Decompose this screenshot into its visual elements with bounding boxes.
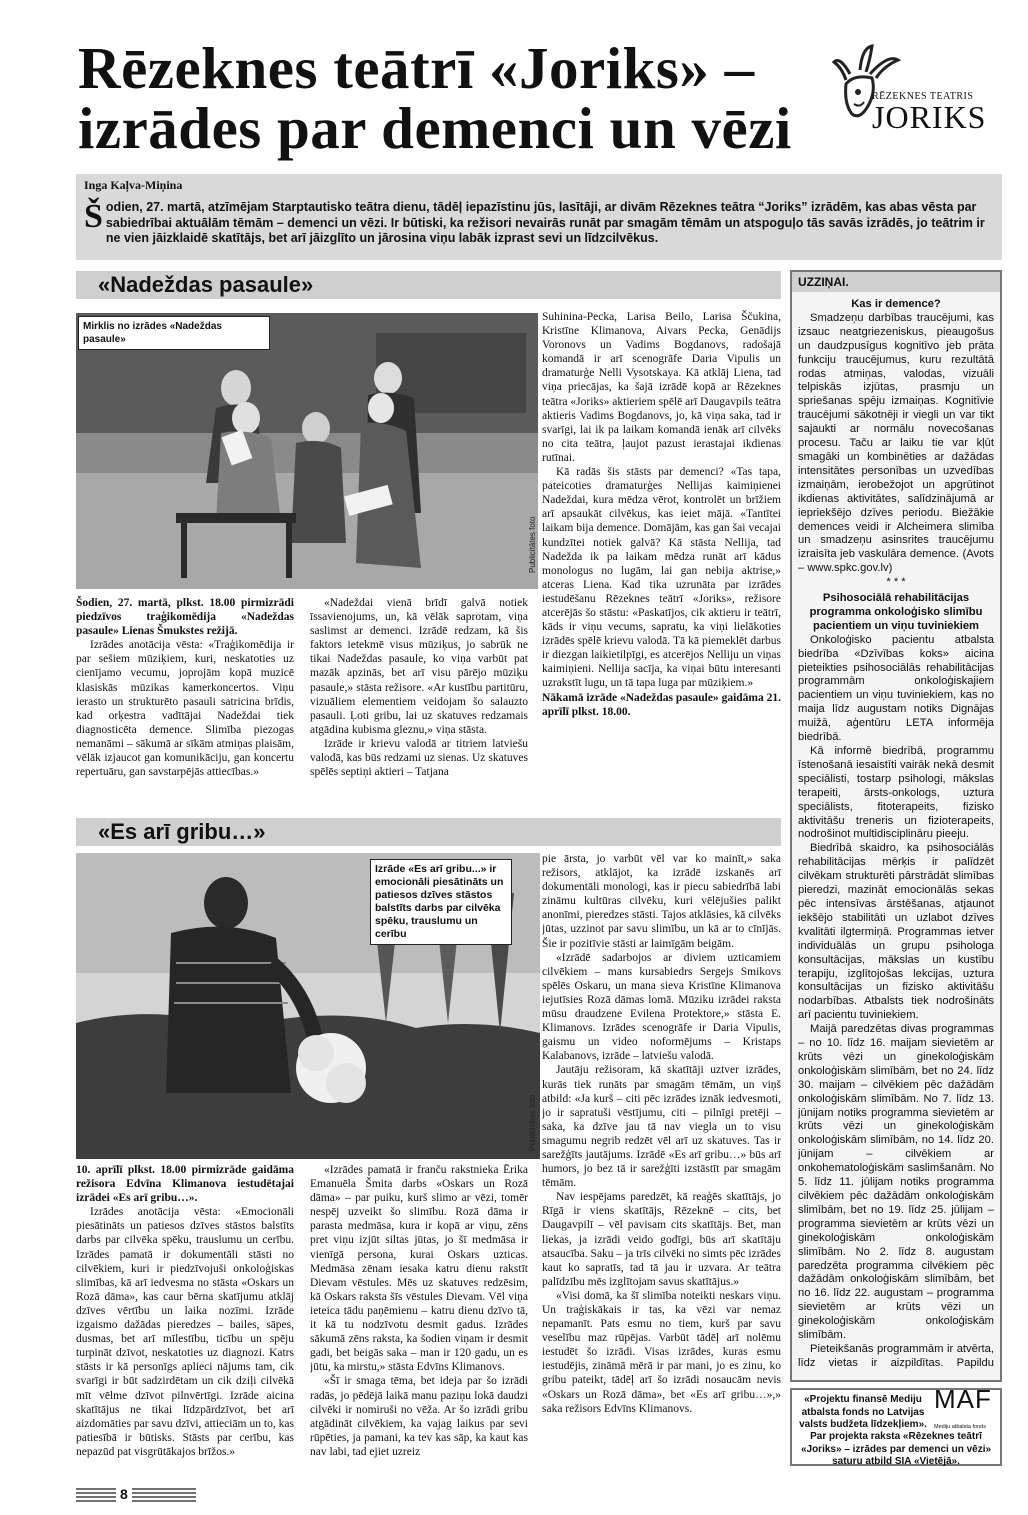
funding-line-1: «Projektu finansē Mediju atbalsta fonds no Latvijas valsts budžeta līdzekļiem». bbox=[799, 1394, 927, 1430]
author-byline: Inga Kaļva-Miņina bbox=[84, 178, 183, 192]
body-paragraph: Izrāde ir krievu valodā ar titriem latviešu valodā, kas būs redzami uz sienas. Uz skatuves spēlēs septiņi aktieri – Tatjana bbox=[310, 737, 528, 779]
body-paragraph: Jautāju režisoram, kā skatītāji uztver izrādes, kurās tiek runāts par smagām tēmām, un viņš atbild: «Ja kurš – citi pēc izrādes iznāk iedvesmoti, jo ir sapratuši vēstījumu, citi – pilnīgi pretēji – saka, ka dzīve jau tā nav viegla un to visu smagumu negrib redzēt vēl arī uz skatuves. Tas ir sarežģīts jautājums. Izrādē «Es arī gribu…» būs arī humors, jo bez tā ir sarežģīti izstāstīt par smagām tēmām. bbox=[542, 1064, 781, 1190]
sidebar-paragraph: Kā informē biedrībā, programmu īstenošanā iesaistīti vairāk nekā desmit speciālisti, tostarp psihologi, mākslas terapeiti, ārsts-onkologs, uztura speciālists, fitoterapeits, fizisko aktivitāšu treneris un fizioterapeits, nodrošinot multidisciplināru pieeju. bbox=[798, 745, 994, 841]
sidebar-separator: * * * bbox=[886, 576, 906, 589]
page-rule-lines bbox=[76, 1486, 196, 1502]
body-paragraph: «Izrādē sadarbojos ar diviem uzticamiem cilvēkiem – mans kursabiedrs Sergejs Smikovs spēlēs Oskaru, un mana sieva Kristīne Klimanova iejutīsies Rozā dāmas lomā. Mūziku izrādei raksta mūsu draudzene Evilena Protektore,» stāsta E. Klimanovs. Izrādes scenogrāfe ir Daria Vipulis, gaismu un video noformējums – Kristaps Kalabanovs, izrāde – latviešu valodā. bbox=[542, 951, 781, 1063]
body-paragraph: Kā radās šis stāsts par demenci? «Tas tapa, pateicoties dramaturģes Nellijas kaimiņienei Nadeždai, kura mēdza vērot, kontrolēt un brīžiem arī apsaukāt cilvēkus, kas ieiet mājā. «Tantītei laikam bija demence. Domājām, kas gan šai vecajai kundzītei notiek galvā? Kā stāsta Nellija, tad Nadežda ik pa laikam mēdza runāt arī kādus monologus no lugām, lai gan nebija aktrise,» atceras Liena. Kad tika uzrunāta par izrādes iestudēšanu Rēzeknes teātrī «Joriks», režisore atcerējās šo stāstu: «Paskatījos, cik aktieru ir teātrī, kāds ir viņu vecums, sapratu, ka viņi lielākoties izrādēs spēlē krievu valodā. Tā kā piemeklēt darbus ir diezgan laikietilpīgi, es atcerējos Nelliju un viņas kaimiņieni. Nellija sacīja, ka viņai būtu interesanti uzrakstīt lugu, un tā tapa luga par mūziķiem.» bbox=[542, 466, 781, 690]
body-paragraph: «Nadeždai vienā brīdī galvā notiek īssavienojums, un, kā vēlāk saprotam, viņa saslimst ar demenci. Izrādē redzam, kā šis faktors ietekmē visus mūziķus, jo sabrūk ne tikai Nadeždas pasaule, ko viņa varbūt pat mazāk apzinās, bet arī visu pārējo mūziķu pasaule,» stāsta režisore. «Ar kustību partitūru, vizuāliem elementiem veidojam šo salauzto pasauli. Ļoti gribu, lai uz skatuves redzamais atgādina kubisma gleznu,» viņa stāsta. bbox=[310, 597, 528, 736]
headline bbox=[78, 35, 838, 161]
photo-caption-es-ari-gribu: Izrāde «Es arī gribu...» ir emocionāli piesātināts un patiesos dzīves stāstos balstīts darbs par cilvēka spēku, trauslumu un cerību bbox=[370, 859, 512, 945]
body-paragraph: «Šī ir smaga tēma, bet ideja par šo izrādi radās, jo pēdējā laikā manu paziņu lokā daudzi cilvēki ir nomiruši no vēža. Ar šo izrādi gribu atgādināt cilvēkiem, ka vajag laikus par sevi rūpēties, ja pamani, ka tev kas sāp, ka kaut kas nav labi, tad ejiet uzreiz bbox=[310, 1375, 528, 1458]
sidebar-paragraph: Smadzeņu darbības traucējumi, kas izsauc neatgriezeniskus, pieaugošus un daudzpusīgus kognitīvo jeb prāta funkciju traucējumus, kuru rezultātā rodas atmiņas, valodas, vizuāli telpiskās izjūtas, prasmju un spriešanas spēju izmaiņas. Kognitīvie traucējumi sākotnēji ir viegli un var tikt sajaukti ar normālu novecošanas procesu. Taču ar laiku tie var kļūt smagāki un kombinēties ar dažādas intensitātes personības un uzvedības izmaiņām, ierobežojot un apgrūtinot ikdienas aktivitātes, salīdzinājumā ar iepriekšējo dzīves periodu. Biežākie demences veidi ir Alcheimera slimība un smadzeņu asinsrites traucējumu izraisīta jeb vaskulāra demence. (Avots – www.spkc.gov.lv) bbox=[798, 311, 994, 575]
section2-col1 bbox=[76, 1163, 294, 1483]
drop-cap: Š bbox=[84, 198, 103, 235]
joriks-logo bbox=[832, 44, 1002, 139]
body-paragraph: 10. aprīlī plkst. 18.00 pirmizrāde gaidāma režisora Edvīna Klimanova iestudētajai izrādei «Es arī gribu…». bbox=[76, 1164, 294, 1205]
photo-es-ari-gribu bbox=[76, 853, 540, 1159]
sidebar-text bbox=[798, 296, 994, 1371]
photo-credit: Publicitātes foto bbox=[528, 1094, 537, 1151]
section-heading-es-ari-gribu bbox=[76, 818, 781, 846]
lead-paragraph bbox=[84, 200, 994, 247]
body-paragraph: «Izrādes pamatā ir franču rakstnieka Ērika Emanuēla Šmita darbs «Oskars un Rozā dāma» – par puiku, kurš slimo ar vēzi, tomēr nespēj uzveikt šo slimību. Rozā dāma ir parasta medmāsa, kura ir kopā ar viņu, zēns pret viņu izjūt siltas jūtas, jo šī medmāsa ir vienīgā persona, kurai Oskars uzticas. Medmāsa zēnam iesaka katru dienu rakstīt Dievam vēstules. Mēs uz skatuves redzēsim, kā Oskars raksta šīs vēstules Dievam. Vēl viņa ieteica tādu paņēmienu – katru dienu dzīvo tā, it kā tu nodzīvotu desmit gadus. Izrādes sākumā zēns raksta, ka šodien viņam ir desmit gadi, bet beigās saka – man ir 120 gadu, un es jūtu, ka mirstu,» stāsta Edvīns Klimanovs. bbox=[310, 1164, 528, 1374]
body-paragraph: Nav iespējams paredzēt, kā reaģēs skatītājs, jo Rīgā ir viens skatītājs, Rēzeknē – cits, bet Daugavpilī – vēl pavisam cits skatītājs. Bet, man liekas, ja izrādi veido godīgi, būs arī skatītāju atsaucība. Saku – ja trīs cilvēki no simts pēc izrādes kaut ko sapratīs, tad tā jau ir uzvara. Ar teātra palīdzību mēs izglītojam savus skatītājus.» bbox=[542, 1191, 781, 1288]
intro-box bbox=[76, 174, 1002, 260]
body-paragraph: Izrādes anotācija vēsta: «Emocionāli piesātināts un patiesos dzīves stāstos balstīts darbs par cilvēka spēku, trauslumu un cerību. Izrādes pamatā ir dokumentāli stāsti no cilvēkiem, kuri ir piedzīvojuši onkoloģiskas slimības, kā arī iedvesma no stāsta «Oskars un Rozā dāma», kas caur bērna skatījumu atklāj dzīves vērtību un laika nozīmi. Izrāde izgaismo dažādas pieredzes – bailes, sāpes, dusmas, bet arī mīlestību, ticību un spēju turpināt dzīvot, neskatoties uz diagnozi. Katrs stāsts ir kā personīgs aplieci nājums tam, cik svarīgi ir būt sadzirdētam un cik dziļi cilvēkā mīt vēlme dzīvot pilnvērtīgi. Izrāde aicina skatītājus ne tikai līdzpārdzīvot, bet arī aizdomāties par savu dzīvi, attieciām un to, kas patiesībā ir būtisks. Stāsts par cerību, kas nepazūd pat visgrūtākajos brīžos.» bbox=[76, 1206, 294, 1458]
sidebar-heading: Kas ir demence? bbox=[851, 298, 941, 310]
sidebar-paragraph: Biedrībā skaidro, ka psihosociālās rehabilitācijas mērķis ir palīdzēt cilvēkam strukturēti pārstrādāt slimības pieredzi, mazināt emocionālās sekas pēc intensīvas ārstēšanas, atjaunot iekšējo stabilitāti un uzlabot dzīves kvalitāti ilgtermiņā. Programmas ietver individuālās un grupu psihologa konsultācijas, mākslas un kustību terapiju, izglītojošas lekcijas, uztura konsultācijas un fizisko aktivitāšu nodarbības. Atbalsts tiek nodrošināts arī pacientu tuviniekiem. bbox=[798, 842, 994, 1022]
theatre-scene-photo bbox=[76, 313, 538, 589]
maf-subtitle: Mediju atbalsta fonds bbox=[934, 1424, 986, 1430]
section2-col2 bbox=[310, 1163, 528, 1483]
sidebar-heading: Psihosociālā rehabilitācijas programma onkoloģisko slimību pacientiem un viņu tuviniekiem bbox=[809, 592, 983, 632]
section1-col2 bbox=[310, 596, 528, 802]
lead-text: odien, 27. martā, atzīmējam Starptautisko teātra dienu, tādēļ iepazīstinu jūs, lasītāji, ar divām Rēzeknes teātra “Joriks” izrādēm, kas abas vēsta par sabiedrībai aktuālām tēmām – demenci un vēzi. Ir būtiski, ka režisori nevairās runāt par smagām tēmām un atspoguļo tās savās izrādēs, jo teātrim ir ne vien jāizklaidē skatītājs, bet arī jāizglīto un jārosina viņu labāk izprast sevi un līdzcilvēkus. bbox=[105, 200, 985, 245]
funding-line-2: Par projekta raksta «Rēzeknes teātrī «Joriks» – izrādes par demenci un vēzi» saturu atbild SIA «Vietējā». bbox=[800, 1431, 992, 1467]
body-paragraph: pie ārsta, jo varbūt vēl var ko mainīt,» saka režisors, atklājot, ka izrādē izskanēs arī dokumentāli monologi, kas ir piecu sabiedrībā labi zināmu kultūras cilvēku, kuri vēlējušies palikt anonīmi, pieredzes stāsti. Tajos atklāsies, kā cilvēks jūtas, uzzinot par savu slimību, un kā ar to cīnījās. Šie ir pozitīvie stāsti ar laimīgām beigām. bbox=[542, 853, 781, 950]
page-number-block bbox=[76, 1486, 196, 1502]
maf-logo bbox=[934, 1384, 994, 1430]
headline-line-2: izrādes par demenci un vēzi bbox=[78, 95, 792, 161]
section-title: «Nadeždas pasaule» bbox=[98, 272, 314, 297]
sidebar-paragraph: Maijā paredzētas divas programmas – no 10. līdz 16. maijam sievietēm ar krūts vēzi un ginekoloģiskām onkoloģiskām slimībām, bet no 24. līdz 30. maijam – cilvēkiem pēc dažādām onkoloģiskām slimībām. No 7. līdz 13. jūnijam notiks programma sievietēm ar krūts vēzi un ginekoloģiskām onkoloģiskām slimībām, no 14. līdz 20. jūnijam – cilvēkiem ar onkohematoloģiskām saslimšanām. No 5. līdz 11. jūlijam notiks programma cilvēkiem pēc dažādām onkoloģiskām slimībām, bet no 19. līdz 25. jūlijam – programma sievietēm ar krūts vēzi un ginekoloģiskām onkoloģiskām slimībām. No 2. līdz 8. augustam paredzēta programma cilvēkiem pēc dažādām onkoloģiskām slimībām, bet no 16. līdz 22. augustam – programma sievietēm ar krūts vēzi un ginekoloģiskām onkoloģiskām slimībām. bbox=[798, 1023, 994, 1342]
photo-caption-nadezhda: Mirklis no izrādes «Nadeždas pasaule» bbox=[78, 316, 270, 350]
photo-credit: Publicitātes foto bbox=[528, 516, 537, 573]
body-paragraph: Suhinina-Pecka, Larisa Beilo, Larisa Ščukina, Kristīne Klimanova, Aivars Pecka, Genādijs Voronovs un Vadims Bogdanovs, radošajā komandā ir arī scenogrāfe Daria Vipulis un dramaturģe Nelli Vysotskaya. Kā atklāj Liena, tad viņa priecājas, ka šajā izrādē kopā ar Rēzeknes teātra «Joriks» aktieriem spēlē arī Daugavpils teātra aktieris Vadims Bogdanovs, jo, kā viņa saka, tad ir svarīgi, lai ik pa laikam komandā ienāk arī cilvēks no cita teātra, ļaujot pazust ierastajai ikdienas rutīnai. bbox=[542, 311, 781, 464]
page-number: 8 bbox=[116, 1486, 132, 1502]
section1-col3 bbox=[542, 310, 781, 802]
sidebar-paragraph: Pieteikšanās programmām ir atvērta, līdz vietas ir aizpildītas. Papildu bbox=[798, 1342, 994, 1369]
info-sidebar bbox=[790, 270, 1002, 1382]
funding-notice bbox=[790, 1384, 1002, 1467]
headline-line-1: Rēzeknes teātrī «Joriks» – bbox=[78, 35, 755, 101]
maf-mark: MAF bbox=[934, 1384, 992, 1414]
body-paragraph: Izrādes anotācija vēsta: «Traģikomēdija ir par sešiem mūziķiem, kuri, neskatoties uz cienījamo vecumu, joprojām kopā muzicē klasiskās mūzikas kamerkoncertos. Viņu ierasto un strukturēto pasauli satricina brīdis, kad orķestra vadītājai Nadeždai tiek diagnosticēta demence. Slimība piezogas nemanāmi – sākumā ar sīkām atmiņas plaisām, vēlāk izjaucot gan komunikāciju, gan koncertu repertuāru, gan savstarpējās attiecības.» bbox=[76, 639, 294, 779]
section-title: «Es arī gribu…» bbox=[98, 819, 266, 844]
sidebar-title: UZZIŅAI. bbox=[792, 272, 1000, 292]
sidebar-paragraph: Onkoloģisko pacientu atbalsta biedrība «Dzīvības koks» aicina pieteikties psihosociālās rehabilitācijas programmām onkoloģiskajiem pacientiem un viņu tuviniekiem, kas no maija līdz augustam notiks Dignājas muižā, aģentūru LETA informēja biedrībā. bbox=[798, 633, 994, 744]
body-paragraph: Nākamā izrāde «Nadeždas pasaule» gaidāma 21. aprīlī plkst. 18.00. bbox=[542, 691, 781, 718]
logo-name: JORIKS bbox=[872, 99, 987, 135]
section1-col1 bbox=[76, 596, 294, 802]
section-heading-nadezhda bbox=[76, 271, 781, 299]
section2-col3 bbox=[542, 852, 781, 1483]
body-paragraph: «Visi domā, ka šī slimība noteikti neskars viņu. Un traģiskākais ir tas, ka vēzi var nemaz nepamanīt. Pats esmu no tiem, kurš par savu veselību maz rūpējas. Varbūt tādēļ arī nolēmu iestudēt šo izrādi. Visas izrādes, kuras esmu iestudējis, zināmā mērā ir par mani, jo es zinu, ko gribu pateikt, tādēļ arī šo izrādi nosaucām nevis «Oskars un Rozā dāma», bet «Es arī gribu…»,» saka režisors Edvīns Klimanovs. bbox=[542, 1289, 781, 1415]
body-paragraph: Šodien, 27. martā, plkst. 18.00 pirmizrādi piedzīvos traģikomēdija «Nadeždas pasaule» Lienas Šmukstes režijā. bbox=[76, 597, 294, 638]
photo-nadezhda bbox=[76, 313, 538, 589]
logo-subtitle: RĒZEKNES TEATRIS bbox=[872, 91, 974, 102]
